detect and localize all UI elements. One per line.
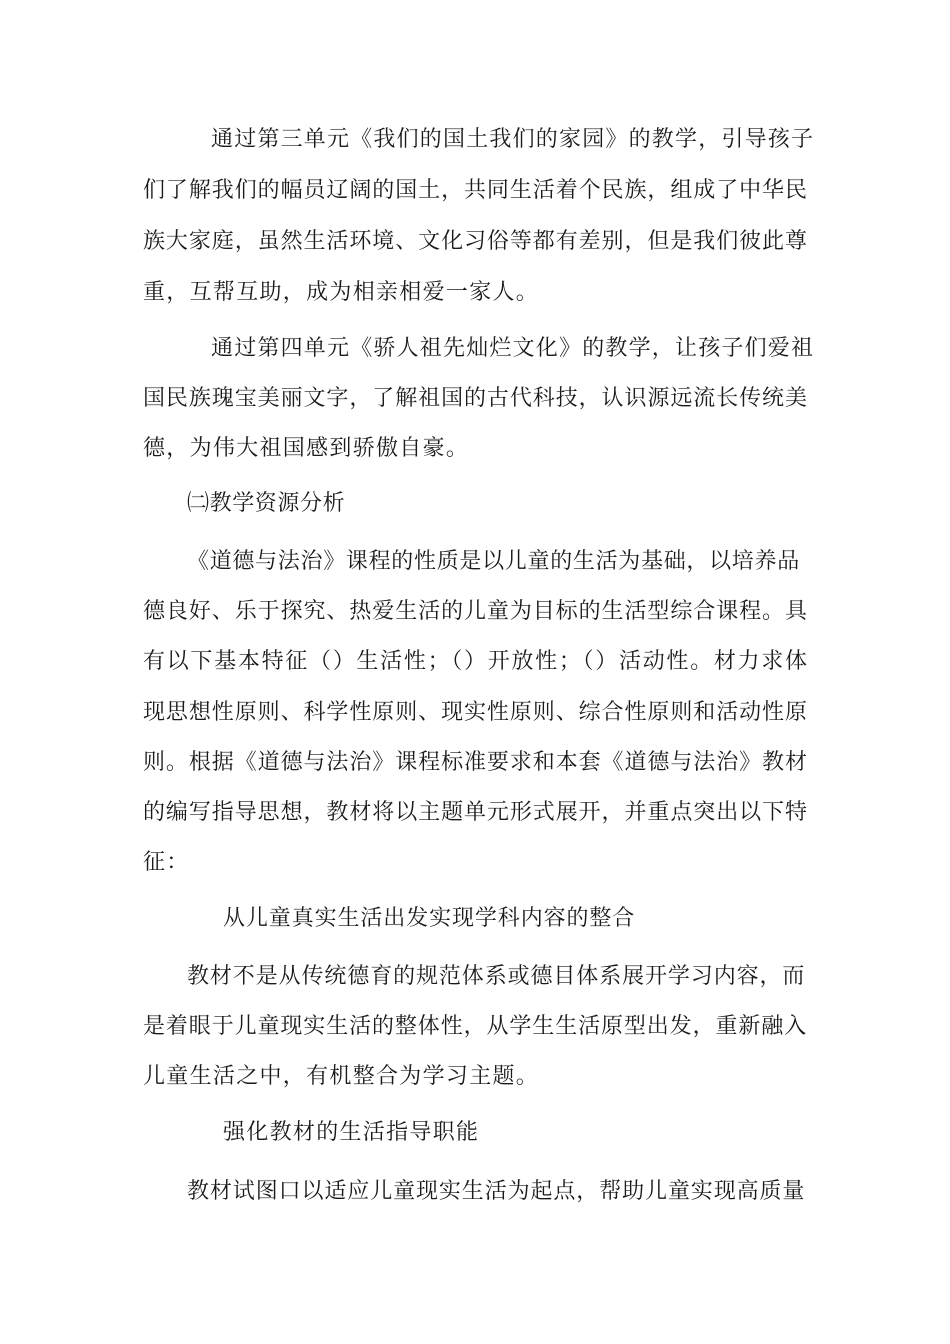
subheading-real-life-integration: 从儿童真实生活出发实现学科内容的整合 (223, 906, 636, 931)
paragraph-2-line-1: 通过第四单元《骄人祖先灿烂文化》的教学，让孩子们爱祖 (211, 336, 815, 361)
paragraph-4-line-3: 儿童生活之中，有机整合为学习主题。 (143, 1064, 540, 1089)
paragraph-3-line-7: 征： (143, 850, 190, 875)
paragraph-4-line-2: 是着眼于儿童现实生活的整体性，从学生生活原型出发，重新融入 (143, 1014, 808, 1039)
paragraph-3-line-2: 德良好、乐于探究、热爱生活的儿童为目标的生活型综合课程。具 (143, 599, 807, 624)
subheading-life-guidance-function: 强化教材的生活指导职能 (223, 1120, 480, 1145)
paragraph-1-line-4: 重，互帮互助，成为相亲相爱一家人。 (143, 280, 540, 305)
paragraph-4-line-1: 教材不是从传统德育的规范体系或德目体系展开学习内容，而 (187, 964, 806, 989)
paragraph-1-line-1: 通过第三单元《我们的国土我们的家园》的教学，引导孩子 (211, 127, 815, 152)
paragraph-1-line-2: 们了解我们的幅员辽阔的国土，共同生活着个民族，组成了中华民 (143, 178, 807, 203)
paragraph-5-line-1: 教材试图口以适应儿童现实生活为起点，帮助儿童实现高质量 (187, 1179, 806, 1204)
paragraph-3-line-4: 现思想性原则、科学性原则、现实性原则、综合性原则和活动性原 (143, 700, 807, 725)
section-heading-teaching-resources: ㈡教学资源分析 (187, 491, 346, 516)
paragraph-2-line-2: 国民族瑰宝美丽文字，了解祖国的古代科技，认识源远流长传统美 (143, 386, 807, 411)
paragraph-3-line-6: 的编写指导思想，教材将以主题单元形式展开，并重点突出以下特 (143, 800, 807, 825)
paragraph-3-line-3: 有以下基本特征（）生活性；（）开放性；（）活动性。材力求体 (143, 649, 807, 674)
paragraph-3-line-5: 则。根据《道德与法治》课程标准要求和本套《道德与法治》教材 (143, 750, 807, 775)
paragraph-1-line-3: 族大家庭，虽然生活环境、文化习俗等都有差别，但是我们彼此尊 (143, 229, 807, 254)
paragraph-3-line-1: 《道德与法治》课程的性质是以儿童的生活为基础，以培养品 (187, 549, 800, 574)
paragraph-2-line-3: 德，为伟大祖国感到骄傲自豪。 (143, 436, 470, 461)
